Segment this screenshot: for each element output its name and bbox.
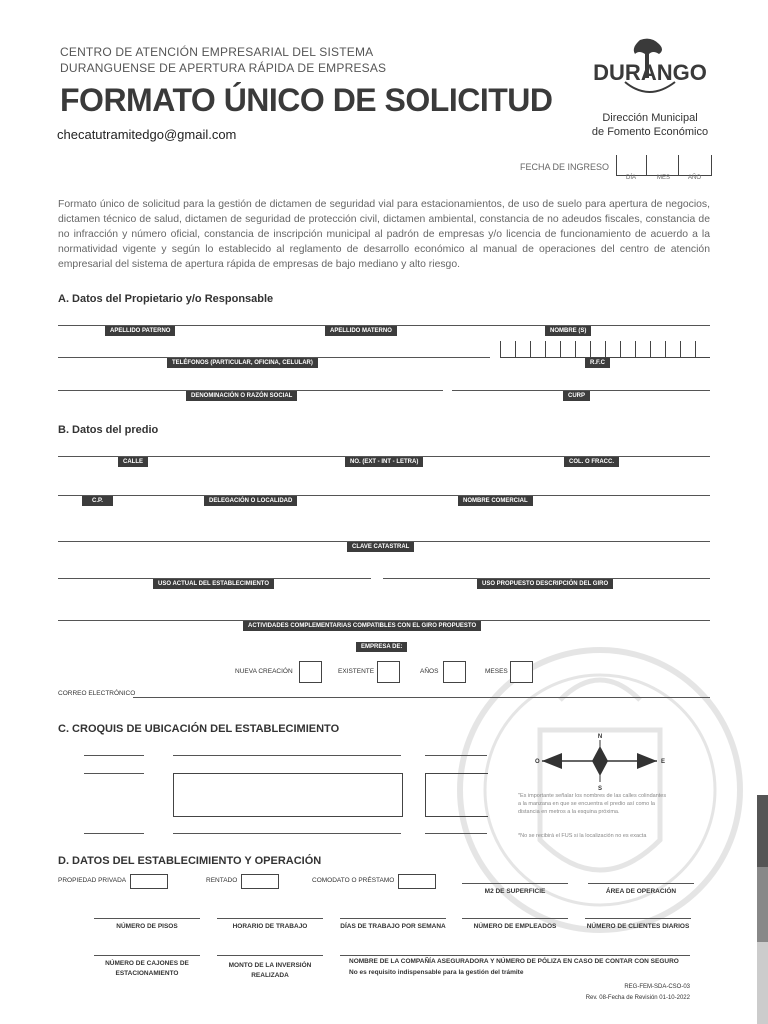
croquis-block-center[interactable] bbox=[173, 773, 403, 817]
form-title: FORMATO ÚNICO DE SOLICITUD bbox=[60, 82, 553, 118]
delegacion-tag: DELEGACIÓN O LOCALIDAD bbox=[204, 496, 297, 506]
area-line[interactable] bbox=[588, 883, 694, 884]
dept-line-2: de Fomento Económico bbox=[591, 126, 709, 138]
inversion-line[interactable] bbox=[217, 955, 323, 956]
rfc-char-divider bbox=[635, 341, 636, 357]
comodato-label: COMODATO O PRÉSTAMO bbox=[312, 877, 395, 884]
apellido-paterno-tag: APELLIDO PATERNO bbox=[105, 326, 175, 336]
rfc-boxes[interactable] bbox=[500, 341, 710, 358]
rfc-char-divider bbox=[545, 341, 546, 357]
edge-bar-light bbox=[757, 942, 768, 1024]
anios-box[interactable] bbox=[443, 661, 466, 683]
section-d-title: D. DATOS DEL ESTABLECIMIENTO Y OPERACIÓN bbox=[58, 855, 322, 867]
department-name bbox=[580, 111, 720, 139]
croquis-line-br[interactable] bbox=[425, 833, 487, 834]
date-day-box[interactable] bbox=[616, 155, 647, 176]
existente-checkbox[interactable] bbox=[377, 661, 400, 683]
date-day-label: DÍA bbox=[626, 175, 637, 181]
nombre-comercial-tag: NOMBRE COMERCIAL bbox=[458, 496, 533, 506]
nueva-creacion-label: NUEVA CREACIÓN bbox=[235, 668, 293, 675]
area-label: ÁREA DE OPERACIÓN bbox=[605, 888, 677, 895]
cajones-label-1: NÚMERO DE CAJONES DE bbox=[105, 960, 189, 967]
footer-code: REG-FEM-SDA-CSO-03 bbox=[624, 984, 690, 990]
date-month-box[interactable] bbox=[646, 155, 679, 176]
durango-logo bbox=[585, 38, 715, 108]
croquis-line-tl[interactable] bbox=[84, 755, 144, 756]
rfc-char-divider bbox=[650, 341, 651, 357]
org-line-1: CENTRO DE ATENCIÓN EMPRESARIAL DEL SISTEMA bbox=[60, 45, 374, 59]
footer bbox=[540, 982, 690, 1004]
compass-e: E bbox=[661, 759, 666, 765]
inversion-label bbox=[217, 961, 323, 981]
date-month-label: MES bbox=[657, 175, 671, 181]
croquis-line-ml[interactable] bbox=[84, 773, 144, 774]
rentado-box[interactable] bbox=[241, 874, 279, 889]
rfc-char-divider bbox=[500, 341, 501, 357]
horario-line[interactable] bbox=[217, 918, 323, 919]
existente-label: EXISTENTE bbox=[338, 668, 375, 675]
meses-label: MESES bbox=[485, 668, 508, 675]
locality-line[interactable] bbox=[58, 495, 710, 496]
pisos-line[interactable] bbox=[94, 918, 200, 919]
croquis-line-tr[interactable] bbox=[425, 755, 487, 756]
rfc-char-divider bbox=[620, 341, 621, 357]
empleados-line[interactable] bbox=[462, 918, 568, 919]
compass-n: N bbox=[597, 734, 603, 740]
croquis-note bbox=[518, 792, 666, 816]
horario-label: HORARIO DE TRABAJO bbox=[232, 923, 308, 930]
cajones-label-2: ESTACIONAMIENTO bbox=[115, 970, 179, 977]
cajones-label bbox=[94, 959, 200, 979]
telefonos-tag: TELÉFONOS (PARTICULAR, OFICINA, CELULAR) bbox=[167, 358, 318, 368]
correo-label: CORREO ELECTRÓNICO bbox=[58, 690, 136, 697]
inversion-label-2: REALIZADA bbox=[251, 972, 289, 979]
croquis-line-bl[interactable] bbox=[84, 833, 144, 834]
rfc-char-divider bbox=[560, 341, 561, 357]
rfc-char-divider bbox=[530, 341, 531, 357]
inversion-label-1: MONTO DE LA INVERSIÓN bbox=[228, 962, 312, 969]
rfc-char-divider bbox=[575, 341, 576, 357]
m2-line[interactable] bbox=[462, 883, 568, 884]
compass-s: S bbox=[597, 786, 603, 792]
apellido-materno-tag: APELLIDO MATERNO bbox=[325, 326, 397, 336]
compass-o: O bbox=[535, 759, 540, 765]
rentado-label: RENTADO bbox=[206, 877, 238, 884]
clave-catastral-tag: CLAVE CATASTRAL bbox=[347, 542, 414, 552]
actividades-tag: ACTIVIDADES COMPLEMENTARIAS COMPATIBLES CON EL GIRO PROPUESTO bbox=[243, 621, 481, 631]
clientes-line[interactable] bbox=[585, 918, 691, 919]
rfc-tag: R.F.C bbox=[585, 358, 610, 368]
date-year-box[interactable] bbox=[678, 155, 712, 176]
meses-box[interactable] bbox=[510, 661, 533, 683]
anios-label: AÑOS bbox=[420, 668, 439, 675]
croquis-line-tc[interactable] bbox=[173, 755, 401, 756]
propiedad-privada-box[interactable] bbox=[130, 874, 168, 889]
rfc-char-divider bbox=[680, 341, 681, 357]
nueva-creacion-checkbox[interactable] bbox=[299, 661, 322, 683]
numero-tag: NO. (EXT - INT - LETRA) bbox=[345, 457, 423, 467]
pisos-label: NÚMERO DE PISOS bbox=[116, 923, 178, 930]
rfc-char-divider bbox=[515, 341, 516, 357]
section-a-title: A. Datos del Propietario y/o Responsable bbox=[58, 293, 274, 305]
contact-email: checatutramitedgo@gmail.com bbox=[57, 127, 237, 142]
organization-name bbox=[60, 44, 386, 76]
m2-label: M2 DE SUPERFICIE bbox=[484, 888, 546, 895]
propiedad-privada-label: PROPIEDAD PRIVADA bbox=[58, 877, 127, 884]
croquis-warning: *No se recibirá el FUS si la localización no es exacta bbox=[518, 833, 647, 839]
denominacion-tag: DENOMINACIÓN O RAZÓN SOCIAL bbox=[186, 391, 297, 401]
calle-tag: CALLE bbox=[118, 457, 148, 467]
clientes-label: NÚMERO DE CLIENTES DIARIOS bbox=[586, 923, 690, 930]
edge-bar-mid bbox=[757, 867, 768, 942]
croquis-note-line-1: "Es importante señalar los nombres de las calles colindantes bbox=[518, 793, 667, 799]
compass-rose bbox=[532, 732, 672, 792]
seguro-note: No es requisito indispensable para la gestión del trámite bbox=[349, 969, 524, 976]
intro-paragraph: Formato único de solicitud para la gestión de dictamen de seguridad vial para estacionamientos, de uso de suelo para apertura de negocios, dictamen técnico de salud, dictamen de seguridad de protección civil, dictamen ambiental, constancia de no adeudos fiscales, constancia de no infracción y número oficial, constancia de inscripción municipal al padrón de empresas y/o licencia de funcionamiento de acuerdo a la normatividad vigente y según lo establecido al reglamento de desarrollo económico al manual de operaciones del centro de atención empresarial del sistema de apertura rápida de empresas de bajo mediano y alto riesgo. bbox=[58, 199, 710, 270]
rfc-char-divider bbox=[695, 341, 696, 357]
colonia-tag: COL. O FRACC. bbox=[564, 457, 619, 467]
seguro-line[interactable] bbox=[340, 955, 690, 956]
footer-revision: Rev. 08-Fecha de Revisión 01-10-2022 bbox=[585, 995, 690, 1001]
section-b-title: B. Datos del predio bbox=[58, 424, 159, 436]
nombres-tag: NOMBRE (S) bbox=[545, 326, 591, 336]
edge-bar-dark bbox=[757, 795, 768, 867]
croquis-block-right[interactable] bbox=[425, 773, 488, 817]
section-c-title: C. CROQUIS DE UBICACIÓN DEL ESTABLECIMIENTO bbox=[58, 723, 340, 735]
cajones-line[interactable] bbox=[94, 955, 200, 956]
seguro-label: NOMBRE DE LA COMPAÑÍA ASEGURADORA Y NÚMERO DE PÓLIZA EN CASO DE CONTAR CON SEGURO bbox=[349, 958, 679, 965]
logo-text: DURANGO bbox=[593, 60, 707, 85]
fecha-ingreso-label: FECHA DE INGRESO bbox=[520, 162, 610, 172]
rfc-char-divider bbox=[605, 341, 606, 357]
empleados-label: NÚMERO DE EMPLEADOS bbox=[473, 923, 557, 930]
correo-line[interactable] bbox=[133, 697, 710, 698]
empresa-de-tag: EMPRESA DE: bbox=[356, 642, 407, 652]
curp-tag: CURP bbox=[563, 391, 590, 401]
rfc-char-divider bbox=[590, 341, 591, 357]
date-year-label: AÑO bbox=[688, 175, 702, 181]
org-line-2: DURANGUENSE DE APERTURA RÁPIDA DE EMPRESAS bbox=[60, 61, 387, 75]
uso-actual-tag: USO ACTUAL DEL ESTABLECIMIENTO bbox=[153, 579, 274, 589]
croquis-note-line-3: distancia en metros a la esquina próxima. bbox=[518, 809, 620, 815]
dept-line-1: Dirección Municipal bbox=[602, 112, 698, 124]
croquis-line-bc[interactable] bbox=[173, 833, 401, 834]
dias-label: DÍAS DE TRABAJO POR SEMANA bbox=[340, 923, 446, 930]
cp-tag: C.P. bbox=[82, 496, 113, 506]
croquis-note-line-2: a la manzana en que se encuentra el predio así como la bbox=[518, 801, 655, 807]
comodato-box[interactable] bbox=[398, 874, 436, 889]
uso-propuesto-tag: USO PROPUESTO DESCRIPCIÓN DEL GIRO bbox=[477, 579, 613, 589]
dias-line[interactable] bbox=[340, 918, 446, 919]
rfc-char-divider bbox=[665, 341, 666, 357]
